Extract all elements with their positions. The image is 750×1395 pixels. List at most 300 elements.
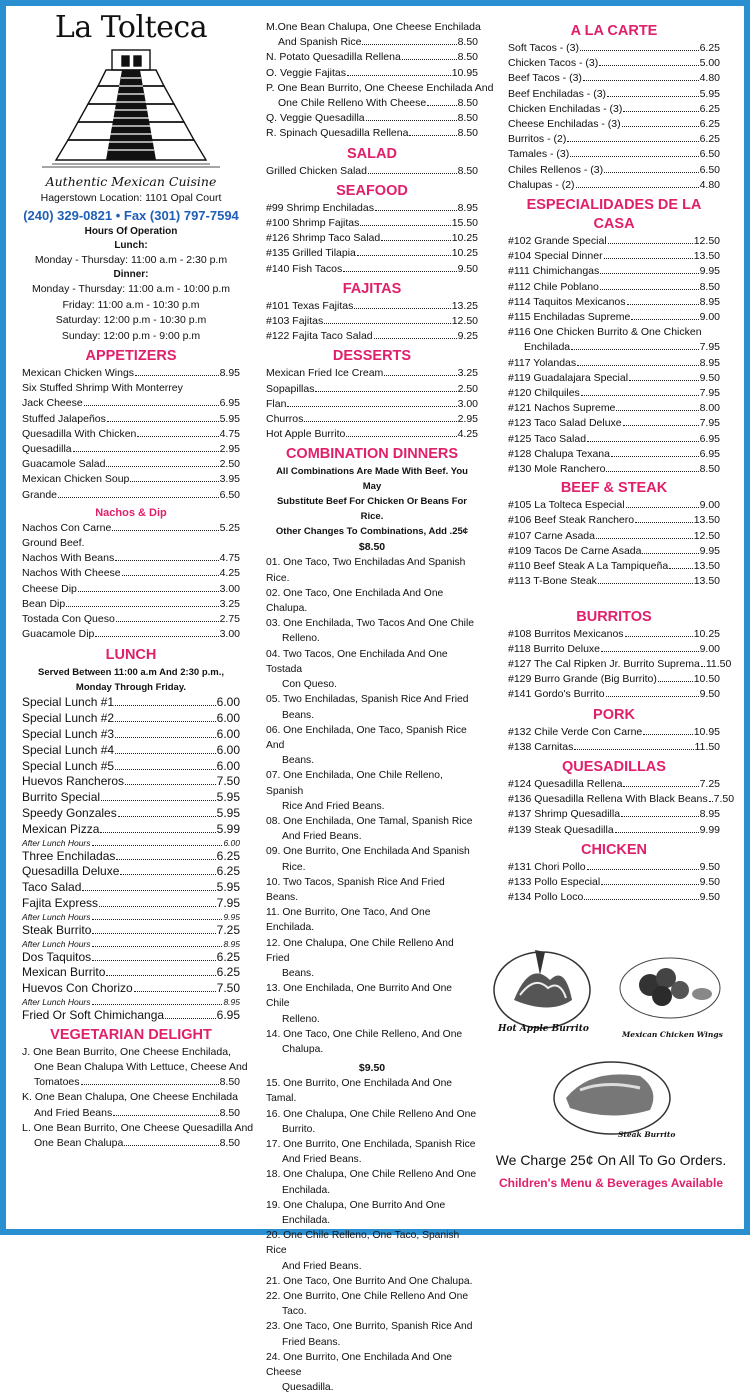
menu-item xyxy=(508,102,720,117)
menu-item xyxy=(508,777,720,792)
menu-item xyxy=(22,727,240,743)
menu-item xyxy=(266,50,478,65)
item-price: 6.00 xyxy=(216,758,240,773)
item-price: 6.00 xyxy=(216,695,240,710)
combination-line: Beans. xyxy=(282,709,315,721)
item-price: 3.95 xyxy=(219,473,240,486)
dinner-hours-2: Friday: 11:00 a.m - 10:30 p.m xyxy=(62,298,200,311)
dot-leader xyxy=(354,308,450,309)
combination-line: 17. One Burrito, One Enchilada, Spanish Rice xyxy=(266,1138,476,1150)
item-price: 6.50 xyxy=(699,148,720,161)
menu-item xyxy=(22,521,240,536)
item-price: 9.00 xyxy=(699,499,720,512)
menu-item xyxy=(508,416,720,431)
item-description-line: L. One Bean Burrito, One Cheese Quesadilla And xyxy=(22,1121,254,1134)
section-title-salad: SALAD xyxy=(347,145,397,162)
dot-leader xyxy=(622,126,699,127)
item-price: 7.95 xyxy=(699,417,720,430)
item-price: 5.00 xyxy=(699,57,720,70)
section-title-chicken: CHICKEN xyxy=(580,841,648,858)
menu-item xyxy=(266,201,478,216)
dinner-hours-3: Saturday: 12:00 p.m - 10:30 p.m xyxy=(55,314,207,326)
combination-line: Fried Beans. xyxy=(282,1336,341,1348)
combo-note-1: All Combinations Are Made With Beef. You May xyxy=(276,466,468,493)
item-name: #130 Mole Ranchero xyxy=(508,463,606,476)
item-price: 4.75 xyxy=(219,427,240,440)
dot-leader xyxy=(120,874,215,875)
dot-leader xyxy=(604,172,698,173)
section-title-especialidades: ESPECIALIDADES DE LA xyxy=(526,197,702,214)
menu-item xyxy=(266,246,478,261)
item-price: 15.50 xyxy=(451,217,478,230)
menu-item xyxy=(22,488,240,503)
combination-item xyxy=(266,981,478,1027)
item-name: Tostada Con Queso xyxy=(22,613,115,626)
item-name: After Lunch Hours xyxy=(22,837,91,848)
item-name: #117 Yolandas xyxy=(508,356,577,369)
item-name: Dos Taquitos xyxy=(22,949,92,964)
menu-item xyxy=(22,965,240,981)
dot-leader xyxy=(116,859,215,860)
menu-item xyxy=(266,397,478,412)
combo-group-b xyxy=(266,1076,478,1395)
item-name: N. Potato Quesadilla Rellena xyxy=(266,51,401,64)
dinner-label: Dinner: xyxy=(113,269,149,280)
menu-item xyxy=(508,462,720,477)
combination-item xyxy=(266,1167,478,1197)
item-price: 8.50 xyxy=(457,36,478,49)
item-price: 6.25 xyxy=(216,848,240,863)
item-price: 9.95 xyxy=(223,911,240,922)
item-price: 4.80 xyxy=(699,178,720,191)
menu-item xyxy=(22,997,240,1008)
dot-leader xyxy=(100,832,215,833)
menu-item xyxy=(508,401,720,416)
item-price: 13.50 xyxy=(693,514,720,527)
dot-leader xyxy=(587,869,699,870)
menu-item xyxy=(508,529,720,544)
item-price: 6.25 xyxy=(216,949,240,964)
item-name: #110 Beef Steak A La Tampiqueña xyxy=(508,560,669,573)
section-title-casa: CASA xyxy=(593,216,635,233)
dot-leader xyxy=(95,636,218,637)
item-price: 6.25 xyxy=(699,133,720,146)
menu-item xyxy=(266,126,478,141)
dot-leader xyxy=(623,425,699,426)
menu-item xyxy=(266,427,478,442)
combination-item xyxy=(266,1350,478,1395)
item-price: 5.99 xyxy=(216,821,240,836)
seafood-list xyxy=(266,201,478,277)
combination-line: 16. One Chalupa, One Chile Relleno And One xyxy=(266,1108,477,1120)
combination-line: 05. Two Enchiladas, Spanish Rice And Fried xyxy=(266,694,469,706)
combination-item xyxy=(266,936,478,982)
dot-leader xyxy=(606,696,699,697)
food-illustrations-icon xyxy=(490,940,730,1140)
hours-title: Hours Of Operation xyxy=(84,225,178,237)
item-price: 6.95 xyxy=(699,432,720,445)
combination-item xyxy=(266,905,478,935)
combination-line: 21. One Taco, One Burrito And One Chalupa. xyxy=(266,1275,473,1287)
dot-leader xyxy=(587,441,699,442)
item-name: #105 La Tolteca Especial xyxy=(508,499,625,512)
section-title-seafood: SEAFOOD xyxy=(336,182,408,199)
dot-leader xyxy=(287,406,456,407)
item-name: Speedy Gonzales xyxy=(22,806,117,821)
menu-item xyxy=(22,1136,240,1151)
menu-item xyxy=(508,163,720,178)
dot-leader xyxy=(366,120,457,121)
item-price: 10.95 xyxy=(451,66,478,79)
combination-line: 18. One Chalupa, One Chile Relleno And One xyxy=(266,1169,477,1181)
item-price: 2.50 xyxy=(457,382,478,395)
item-name: #137 Shrimp Quesadilla xyxy=(508,808,621,821)
section-title-vegetarian: VEGETARIAN DELIGHT xyxy=(50,1026,212,1043)
combo-note-2: Substitute Beef For Chicken Or Beans For Rice. xyxy=(276,496,468,523)
item-price: 8.95 xyxy=(457,201,478,214)
section-title-a-la-carte: A LA CARTE xyxy=(570,23,658,39)
menu-item xyxy=(266,96,478,111)
right-column xyxy=(508,22,735,905)
dot-leader xyxy=(78,591,219,592)
dot-leader xyxy=(635,522,693,523)
menu-item xyxy=(508,371,720,386)
combination-line: 22. One Burrito, One Chile Relleno And One xyxy=(266,1291,469,1303)
lunch-hours: Monday - Thursday: 11:00 a.m - 2:30 p.m xyxy=(34,253,228,266)
item-price: 9.50 xyxy=(699,688,720,701)
combination-line: 06. One Enchilada, One Taco, Spanish Rice And xyxy=(266,724,467,751)
item-price: 5.25 xyxy=(219,521,240,534)
item-description-line: K. One Bean Chalupa, One Cheese Enchilada xyxy=(22,1091,238,1104)
dot-leader xyxy=(92,919,223,920)
item-price: 7.50 xyxy=(713,793,735,806)
item-name: Beef Tacos - (3) xyxy=(508,72,582,85)
photo-caption-chicken-wings: Mexican Chicken Wings xyxy=(622,1030,723,1039)
item-name: #111 Chimichangas xyxy=(508,265,600,278)
vegetarian-continued-list xyxy=(266,20,494,142)
fajitas-list xyxy=(266,299,478,345)
item-price: 7.25 xyxy=(699,777,720,790)
menu-item xyxy=(508,249,720,264)
photo-caption-steak-burrito: Steak Burrito xyxy=(618,1130,676,1139)
dot-leader xyxy=(82,890,215,891)
item-name: Q. Veggie Quesadilla xyxy=(266,112,365,125)
dot-leader xyxy=(101,800,216,801)
menu-item xyxy=(508,657,732,672)
item-name: Enchilada xyxy=(524,341,571,354)
dot-leader xyxy=(701,666,705,667)
dot-leader xyxy=(627,304,699,305)
item-name: Chicken Tacos - (3) xyxy=(508,57,599,70)
item-price: 2.95 xyxy=(457,413,478,426)
item-name: #106 Beef Steak Ranchero xyxy=(508,514,635,527)
menu-item xyxy=(22,427,240,442)
item-name: Hot Apple Burrito xyxy=(266,428,346,441)
dot-leader xyxy=(92,960,215,961)
tagline: Authentic Mexican Cuisine xyxy=(45,174,217,189)
item-price: 9.95 xyxy=(699,544,720,557)
item-price: 4.25 xyxy=(457,428,478,441)
dot-leader xyxy=(113,1115,218,1116)
item-name: Huevos Rancheros xyxy=(22,774,125,789)
item-name: Special Lunch #3 xyxy=(22,727,115,742)
item-name: Guacamole Salad xyxy=(22,458,106,471)
menu-item xyxy=(508,356,720,371)
dot-leader xyxy=(631,319,698,320)
combination-line: 12. One Chalupa, One Chile Relleno And Fried xyxy=(266,937,454,964)
dot-leader xyxy=(115,721,216,722)
dot-leader xyxy=(623,111,698,112)
item-price: 10.50 xyxy=(693,673,720,686)
combination-line: 09. One Burrito, One Enchilada And Spanish xyxy=(266,846,470,858)
dot-leader xyxy=(107,421,219,422)
item-price: 11.50 xyxy=(705,657,732,670)
menu-item xyxy=(22,774,240,790)
combination-item xyxy=(266,586,478,616)
item-description-line: J. One Bean Burrito, One Cheese Enchilada, xyxy=(22,1045,231,1058)
item-name: Bean Dip xyxy=(22,597,66,610)
item-name: Guacamole Dip xyxy=(22,628,95,641)
dot-leader xyxy=(709,801,713,802)
item-name: Nachos Con Carne xyxy=(22,521,112,534)
item-name: #108 Burritos Mexicanos xyxy=(508,627,624,640)
dot-leader xyxy=(574,749,693,750)
left-column xyxy=(22,10,254,1151)
menu-item xyxy=(266,366,478,381)
combo-price-a: $8.50 xyxy=(358,541,386,554)
item-name: #120 Chilquiles xyxy=(508,387,580,400)
dot-leader xyxy=(66,606,218,607)
dot-leader xyxy=(122,575,219,576)
dot-leader xyxy=(409,135,456,136)
item-price: 5.95 xyxy=(216,880,240,895)
item-name: #138 Carnitas xyxy=(508,740,574,753)
item-name: Cheese Enchiladas - (3) xyxy=(508,118,621,131)
quesadillas-list xyxy=(508,777,735,838)
item-price: 8.95 xyxy=(699,808,720,821)
combination-line: 04. Two Tacos, One Enchilada And One Tostada xyxy=(266,648,448,675)
item-name: After Lunch Hours xyxy=(22,997,91,1007)
combination-line: 14. One Taco, One Chile Relleno, And One xyxy=(266,1028,463,1040)
item-name: #136 Quesadilla Rellena With Black Beans xyxy=(508,793,708,806)
menu-item xyxy=(266,382,478,397)
menu-item xyxy=(22,597,240,612)
dot-leader xyxy=(125,784,216,785)
item-name: Six Stuffed Shrimp With Monterrey xyxy=(22,382,183,395)
dot-leader xyxy=(583,80,699,81)
item-price: 6.00 xyxy=(223,837,240,848)
menu-item xyxy=(22,822,240,838)
photo-caption-hot-apple-burrito: Hot Apple Burrito xyxy=(498,1024,589,1034)
dot-leader xyxy=(115,753,216,754)
item-name: Burritos - (2) xyxy=(508,133,567,146)
item-name: Quesadilla xyxy=(22,443,72,456)
dot-leader xyxy=(642,553,698,554)
menu-item xyxy=(22,1075,240,1090)
item-name: Quesadilla Deluxe xyxy=(22,864,120,879)
item-price: 8.00 xyxy=(699,402,720,415)
menu-item xyxy=(508,498,720,513)
item-name: And Fried Beans xyxy=(34,1106,113,1119)
item-name: One Bean Chalupa xyxy=(34,1137,124,1150)
menu-item xyxy=(266,262,478,277)
dot-leader xyxy=(84,405,219,406)
item-price: 8.50 xyxy=(699,463,720,476)
menu-item xyxy=(22,896,240,912)
menu-item xyxy=(22,790,240,806)
dot-leader xyxy=(607,96,699,97)
item-price: 8.50 xyxy=(219,1137,240,1150)
menu-item xyxy=(508,132,720,147)
combination-item xyxy=(266,1027,478,1057)
item-price: 10.25 xyxy=(693,627,720,640)
combination-line: Chalupa. xyxy=(282,1043,324,1055)
dot-leader xyxy=(73,451,219,452)
item-name: Steak Burrito xyxy=(22,922,92,937)
menu-item xyxy=(508,432,720,447)
food-photos xyxy=(490,940,730,1140)
item-name: #99 Shrimp Enchiladas xyxy=(266,201,374,214)
dot-leader xyxy=(621,816,698,817)
item-name: #104 Special Dinner xyxy=(508,250,603,263)
dot-leader xyxy=(346,436,456,437)
menu-item xyxy=(22,612,240,627)
menu-item xyxy=(508,672,720,687)
combination-line: Beans. xyxy=(282,755,315,767)
item-name: #122 Fajita Taco Salad xyxy=(266,330,373,343)
menu-item xyxy=(266,329,478,344)
menu-item xyxy=(22,880,240,896)
item-name: #139 Steak Quesadilla xyxy=(508,823,614,836)
menu-item xyxy=(508,687,720,702)
dot-leader xyxy=(115,737,216,738)
item-name: Nachos With Beans xyxy=(22,552,115,565)
section-title-fajitas: FAJITAS xyxy=(342,280,402,297)
item-price: 10.25 xyxy=(451,247,478,260)
menu-item xyxy=(22,442,240,457)
item-name: #131 Chori Pollo xyxy=(508,860,586,873)
menu-item xyxy=(508,234,720,249)
combination-line: 07. One Enchilada, One Chile Relleno, Spanish xyxy=(266,770,443,797)
item-name: #103 Fajitas xyxy=(266,315,324,328)
dot-leader xyxy=(360,225,450,226)
section-title-pork: PORK xyxy=(593,706,635,723)
item-price: 8.50 xyxy=(457,51,478,64)
combination-line: And Fried Beans. xyxy=(282,1260,362,1272)
dot-leader xyxy=(124,1145,218,1146)
item-price: 13.50 xyxy=(693,250,720,263)
menu-item xyxy=(508,447,720,462)
section-title-nachos: Nachos & Dip xyxy=(95,506,167,519)
dot-leader xyxy=(625,636,693,637)
section-title-beef-steak: BEEF & STEAK xyxy=(560,480,668,497)
dot-leader xyxy=(92,845,223,846)
item-price: 9.00 xyxy=(699,642,720,655)
item-name: #128 Chalupa Texana xyxy=(508,447,610,460)
dot-leader xyxy=(99,906,216,907)
menu-item xyxy=(508,890,720,905)
dot-leader xyxy=(134,991,216,992)
dot-leader xyxy=(115,705,216,706)
dot-leader xyxy=(616,410,698,411)
section-title-lunch: LUNCH xyxy=(105,647,157,664)
combination-item xyxy=(266,1319,478,1349)
menu-item xyxy=(266,111,478,126)
combination-line: Taco. xyxy=(282,1306,307,1318)
item-name: R. Spinach Quesadilla Rellena xyxy=(266,127,409,140)
dot-leader xyxy=(623,786,698,787)
combination-item xyxy=(266,616,478,646)
item-price: 7.95 xyxy=(216,896,240,911)
item-name: Special Lunch #1 xyxy=(22,695,115,710)
menu-item xyxy=(22,396,240,411)
item-price: 8.50 xyxy=(457,127,478,140)
dot-leader xyxy=(81,1084,219,1085)
item-name: #133 Pollo Especial xyxy=(508,875,601,888)
item-price: 10.25 xyxy=(451,232,478,245)
dot-leader xyxy=(92,946,223,947)
item-name: Tomatoes xyxy=(34,1076,80,1089)
salad-list xyxy=(266,164,478,179)
menu-item xyxy=(22,939,240,950)
chicken-list xyxy=(508,860,720,906)
item-price: 13.50 xyxy=(693,560,720,573)
dot-leader xyxy=(374,338,457,339)
dot-leader xyxy=(570,156,698,157)
dot-leader xyxy=(584,899,698,900)
combination-line: 02. One Taco, One Enchilada And One Chalupa. xyxy=(266,587,444,615)
menu-item xyxy=(22,950,240,966)
item-name: Special Lunch #2 xyxy=(22,711,115,726)
dot-leader xyxy=(581,395,699,396)
menu-item xyxy=(508,178,720,193)
menu-item xyxy=(266,314,478,329)
item-price: 5.95 xyxy=(219,412,240,425)
dinner-hours-1: Monday - Thursday: 11:00 a.m - 10:00 p.m xyxy=(31,283,231,295)
combination-item xyxy=(266,1289,478,1319)
item-price: 8.50 xyxy=(219,1076,240,1089)
dot-leader xyxy=(106,466,218,467)
combination-line: 01. One Taco, Two Enchiladas And Spanish Rice. xyxy=(266,557,466,584)
menu-item xyxy=(266,66,478,81)
combination-item xyxy=(266,723,478,769)
menu-item xyxy=(22,1008,240,1024)
dot-leader xyxy=(357,255,451,256)
item-price: 9.25 xyxy=(457,330,478,343)
item-name: Chiles Rellenos - (3) xyxy=(508,163,604,176)
item-name: Mexican Chicken Wings xyxy=(22,367,135,379)
menu-item xyxy=(22,981,240,997)
item-price: 12.50 xyxy=(693,235,720,248)
dot-leader xyxy=(600,289,699,290)
dot-leader xyxy=(135,375,219,376)
item-price: 12.50 xyxy=(451,315,478,328)
item-price: 7.50 xyxy=(216,981,240,996)
combination-item xyxy=(266,692,478,722)
dot-leader xyxy=(315,391,456,392)
item-price: 4.25 xyxy=(219,567,240,580)
combination-item xyxy=(266,647,478,693)
dot-leader xyxy=(626,507,699,508)
section-title-combinations: COMBINATION DINNERS xyxy=(285,446,459,463)
combination-item xyxy=(266,1274,478,1289)
menu-item xyxy=(266,35,478,50)
item-name: Grande xyxy=(22,488,58,501)
item-price: 7.95 xyxy=(699,341,720,354)
to-go-note: We Charge 25¢ On All To Go Orders. xyxy=(495,1152,727,1168)
item-name: #126 Shrimp Taco Salad xyxy=(266,232,381,245)
beef-steak-list xyxy=(508,498,720,589)
